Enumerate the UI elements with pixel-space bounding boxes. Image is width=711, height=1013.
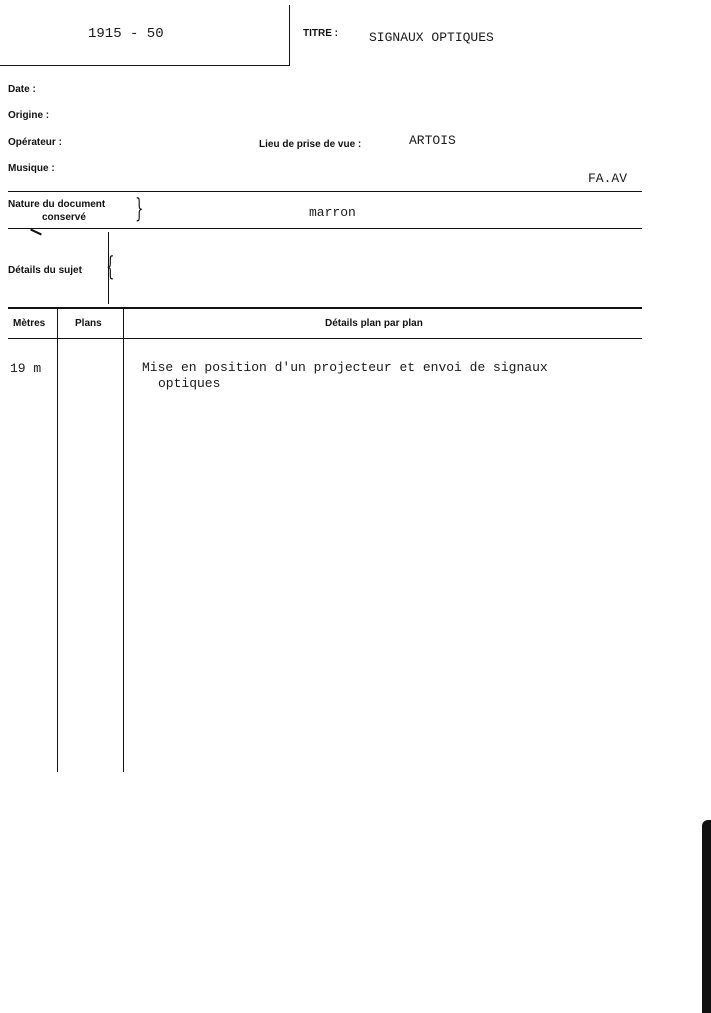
musique-label: Musique : (8, 163, 55, 174)
col-metres-header: Mètres (13, 318, 46, 329)
code-label: FA.AV (588, 171, 628, 186)
title-value: SIGNAUX OPTIQUES (369, 30, 494, 45)
details-sujet-brace: { (106, 252, 115, 282)
header-box-right-line (289, 5, 290, 66)
nature-value: marron (309, 205, 356, 220)
table-header-bottom-line (8, 338, 642, 339)
nature-brace: } (135, 194, 144, 224)
row-details-line1: Mise en position d'un projecteur et envoi de signaux (142, 360, 548, 375)
nature-bottom-line (8, 228, 642, 229)
date-label: Date : (8, 84, 36, 95)
title-label: TITRE : (303, 28, 338, 39)
lieu-label: Lieu de prise de vue : (259, 139, 362, 150)
col-plans-header: Plans (75, 318, 102, 329)
nature-label-line1: Nature du document (8, 199, 106, 210)
details-sujet-bottom-line (8, 307, 642, 309)
operateur-label: Opérateur : (8, 137, 62, 148)
page-edge (702, 820, 711, 1013)
origine-label: Origine : (8, 110, 50, 121)
details-sujet-label: Détails du sujet (8, 265, 82, 276)
reference-number: 1915 - 50 (88, 26, 164, 42)
table-divider-metres-plans (57, 309, 58, 772)
table-divider-plans-details (123, 309, 124, 772)
col-details-header: Détails plan par plan (325, 318, 423, 329)
nature-top-line (8, 191, 642, 192)
header-box-bottom-line (0, 65, 290, 66)
row-metres: 19 m (10, 361, 42, 376)
tick-mark (30, 229, 42, 236)
lieu-value: ARTOIS (409, 133, 456, 148)
nature-label-line2: conservé (42, 212, 86, 223)
row-details-line2: optiques (158, 376, 221, 391)
